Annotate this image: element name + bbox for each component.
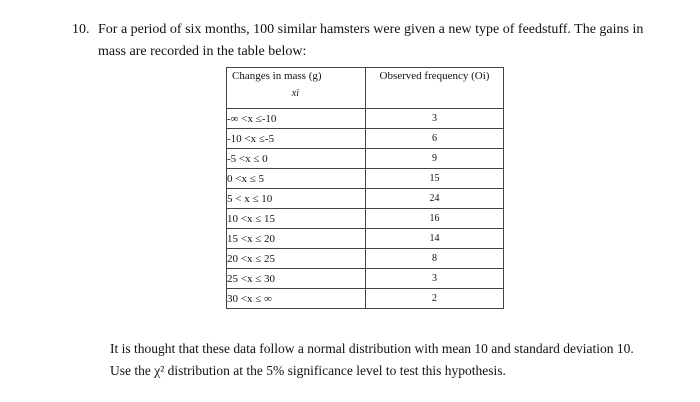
header-changes-in-mass: [227, 68, 366, 109]
frequency-cell: 9: [366, 149, 504, 169]
frequency-table: [226, 67, 504, 309]
interval-cell: 0 <x ≤ 5: [227, 169, 366, 189]
interval-cell: 30 <x ≤ ∞: [227, 289, 366, 309]
table-row: [227, 209, 504, 229]
frequency-cell: 16: [366, 209, 504, 229]
frequency-cell: 14: [366, 229, 504, 249]
table-row: [227, 169, 504, 189]
question-text-line-2: mass are recorded in the table below:: [98, 44, 307, 59]
header-col1-label: Changes in mass (g): [232, 70, 322, 82]
header-col2-label: Observed frequency (Oi): [379, 70, 490, 82]
interval-cell: 15 <x ≤ 20: [227, 229, 366, 249]
hypothesis-text: It is thought that these data follow a normal distribution with mean 10 and standard deviation 10.: [110, 341, 634, 356]
table-row: [227, 249, 504, 269]
table-row: [227, 149, 504, 169]
question-text-line-1: For a period of six months, 100 similar hamsters were given a new type of feedstuff. The gains in: [98, 22, 644, 37]
table-header-row: [227, 68, 504, 109]
question-line-1: [72, 20, 643, 40]
frequency-cell: 24: [366, 189, 504, 209]
interval-cell: 25 <x ≤ 30: [227, 269, 366, 289]
frequency-cell: 3: [366, 269, 504, 289]
interval-cell: -∞ <x ≤-10: [227, 109, 366, 129]
interval-cell: -5 <x ≤ 0: [227, 149, 366, 169]
frequency-cell: 3: [366, 109, 504, 129]
interval-cell: -10 <x ≤-5: [227, 129, 366, 149]
question-number: 10.: [72, 22, 90, 37]
interval-cell: 20 <x ≤ 25: [227, 249, 366, 269]
table-row: [227, 189, 504, 209]
table-row: [227, 129, 504, 149]
instruction-text: Use the χ² distribution at the 5% significance level to test this hypothesis.: [110, 363, 506, 378]
header-observed-frequency: [366, 68, 504, 109]
table-row: [227, 229, 504, 249]
interval-cell: 5 < x ≤ 10: [227, 189, 366, 209]
frequency-cell: 15: [366, 169, 504, 189]
frequency-cell: 8: [366, 249, 504, 269]
frequency-cell: 2: [366, 289, 504, 309]
interval-cell: 10 <x ≤ 15: [227, 209, 366, 229]
table-row: [227, 269, 504, 289]
table-row: [227, 289, 504, 309]
frequency-cell: 6: [366, 129, 504, 149]
header-col1-sub: xi: [291, 88, 299, 99]
table-row: [227, 109, 504, 129]
